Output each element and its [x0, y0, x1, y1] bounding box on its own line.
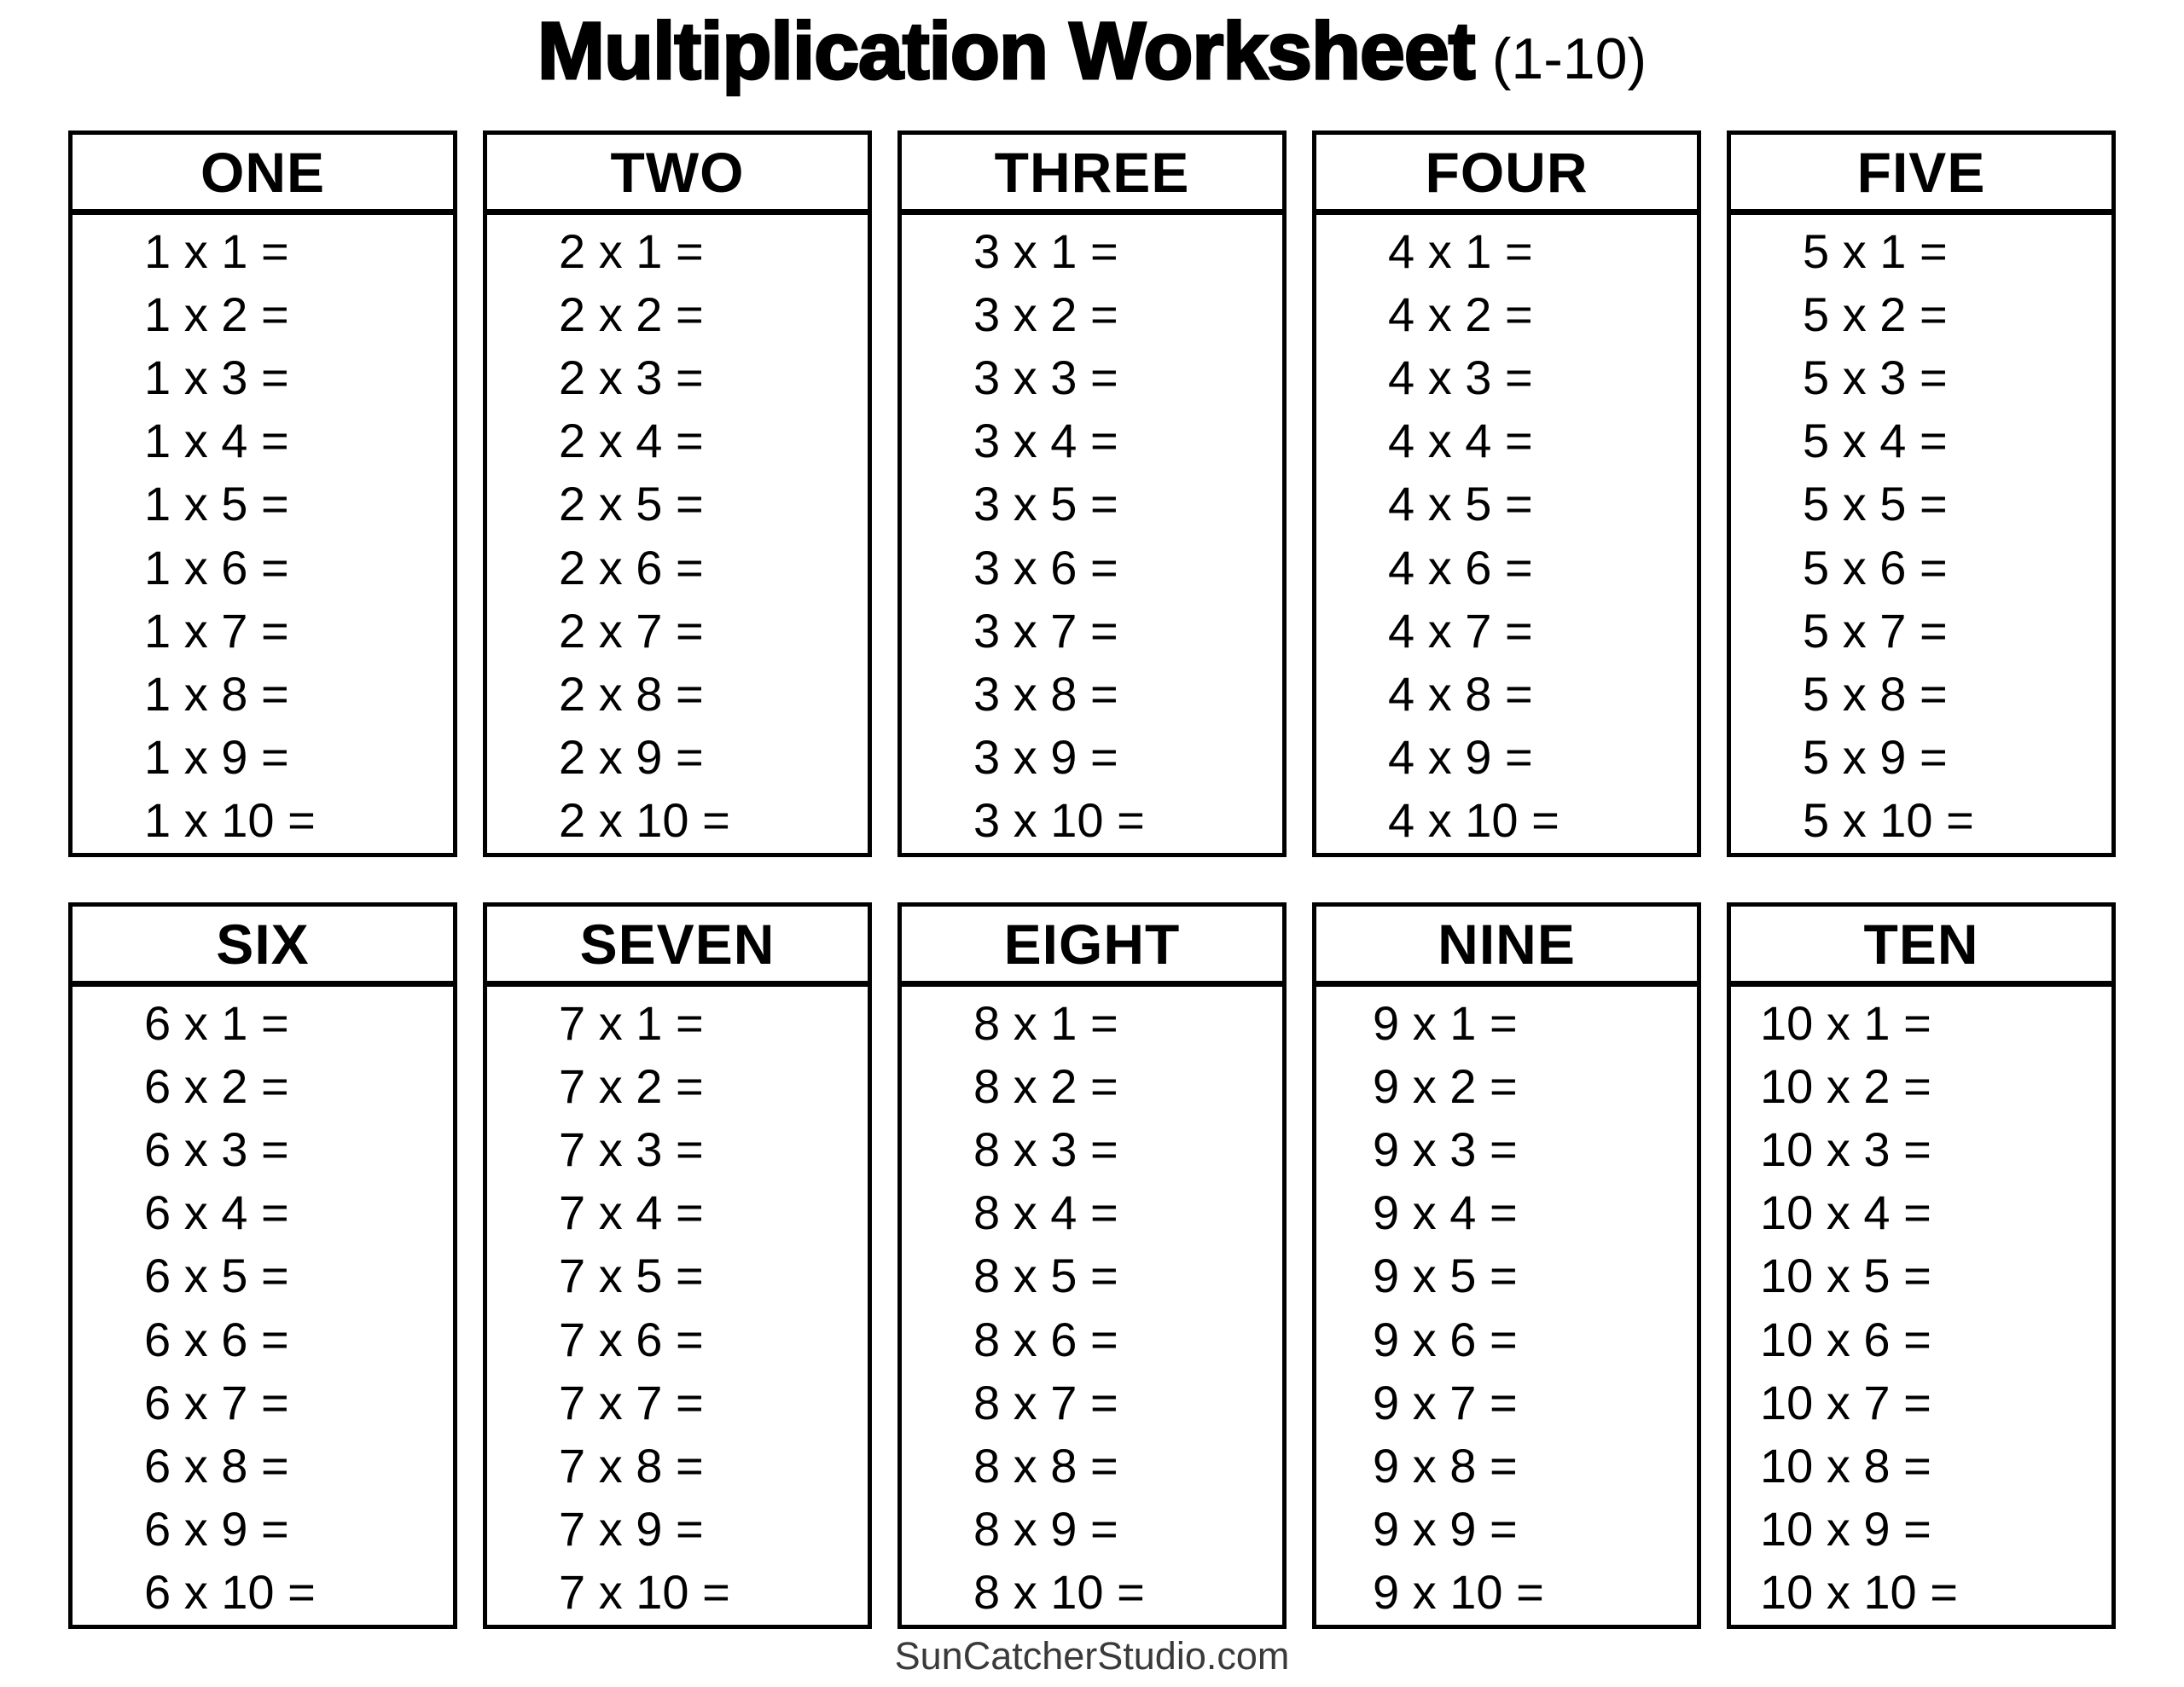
table-box-five — [1727, 130, 2116, 857]
problem-row: 7 x 4 = — [559, 1186, 704, 1240]
problem-row: 3 x 4 = — [973, 414, 1118, 468]
problem-row: 4 x 2 = — [1388, 287, 1533, 341]
table-box-four — [1312, 130, 1701, 857]
problem-row: 8 x 3 = — [973, 1122, 1118, 1176]
problem-row: 9 x 7 = — [1373, 1375, 1518, 1429]
problems-list — [73, 987, 453, 1624]
problems-list — [73, 215, 453, 852]
problem-row: 7 x 2 = — [559, 1058, 704, 1113]
worksheet-title — [0, 3, 2184, 123]
problem-row: 4 x 1 = — [1388, 223, 1533, 278]
problem-row: 6 x 10 = — [144, 1565, 316, 1620]
problem-row: 4 x 4 = — [1388, 414, 1533, 468]
problems-list — [902, 215, 1282, 852]
problems-list — [487, 215, 868, 852]
problem-row: 7 x 9 = — [559, 1502, 704, 1557]
problem-row: 6 x 5 = — [144, 1249, 289, 1303]
problem-row: 9 x 2 = — [1373, 1058, 1518, 1113]
table-box-three — [897, 130, 1287, 857]
problem-row: 2 x 6 = — [559, 540, 704, 594]
problem-row: 10 x 10 = — [1760, 1565, 1958, 1620]
table-box-six — [68, 902, 457, 1629]
problem-row: 9 x 3 = — [1373, 1122, 1518, 1176]
problem-row: 9 x 10 = — [1373, 1565, 1544, 1620]
problem-row: 7 x 1 = — [559, 995, 704, 1050]
table-box-ten — [1727, 902, 2116, 1629]
problem-row: 1 x 3 = — [144, 350, 289, 404]
problems-list — [1316, 215, 1697, 852]
problems-list — [1731, 215, 2111, 852]
problem-row: 7 x 8 = — [559, 1438, 704, 1493]
problem-row: 4 x 7 = — [1388, 603, 1533, 658]
problem-row: 4 x 3 = — [1388, 350, 1533, 404]
problem-row: 4 x 5 = — [1388, 477, 1533, 531]
problem-row: 3 x 8 = — [973, 666, 1118, 721]
problem-row: 9 x 9 = — [1373, 1502, 1518, 1557]
problem-row: 4 x 8 = — [1388, 666, 1533, 721]
problem-row: 10 x 8 = — [1760, 1438, 1931, 1493]
problem-row: 3 x 6 = — [973, 540, 1118, 594]
problem-row: 10 x 4 = — [1760, 1186, 1931, 1240]
problem-row: 9 x 6 = — [1373, 1312, 1518, 1366]
problem-row: 6 x 6 = — [144, 1312, 289, 1366]
problem-row: 7 x 5 = — [559, 1249, 704, 1303]
table-box-nine — [1312, 902, 1701, 1629]
problem-row: 6 x 1 = — [144, 995, 289, 1050]
problem-row: 8 x 9 = — [973, 1502, 1118, 1557]
problem-row: 2 x 8 = — [559, 666, 704, 721]
problem-row: 10 x 5 = — [1760, 1249, 1931, 1303]
problems-list — [1731, 987, 2111, 1624]
problem-row: 8 x 5 = — [973, 1249, 1118, 1303]
table-title: NINE — [1316, 907, 1697, 987]
problem-row: 10 x 1 = — [1760, 995, 1931, 1050]
problem-row: 9 x 8 = — [1373, 1438, 1518, 1493]
problem-row: 5 x 10 = — [1803, 793, 1974, 848]
problem-row: 3 x 1 = — [973, 223, 1118, 278]
problem-row: 8 x 2 = — [973, 1058, 1118, 1113]
problem-row: 10 x 9 = — [1760, 1502, 1931, 1557]
problem-row: 2 x 4 = — [559, 414, 704, 468]
problem-row: 6 x 9 = — [144, 1502, 289, 1557]
problem-row: 1 x 1 = — [144, 223, 289, 278]
table-title: ONE — [73, 135, 453, 215]
problem-row: 5 x 1 = — [1803, 223, 1948, 278]
problem-row: 1 x 7 = — [144, 603, 289, 658]
problem-row: 1 x 10 = — [144, 793, 316, 848]
problem-row: 4 x 10 = — [1388, 793, 1560, 848]
problem-row: 7 x 10 = — [559, 1565, 730, 1620]
footer — [0, 1634, 2184, 1678]
problem-row: 3 x 5 = — [973, 477, 1118, 531]
problem-row: 6 x 3 = — [144, 1122, 289, 1176]
problem-row: 5 x 6 = — [1803, 540, 1948, 594]
footer-site-text: SunCatcherStudio.com — [894, 1634, 1290, 1678]
tables-row-2 — [68, 902, 2116, 1629]
problem-row: 5 x 8 = — [1803, 666, 1948, 721]
problems-list — [902, 987, 1282, 1624]
problem-row: 2 x 1 = — [559, 223, 704, 278]
problem-row: 5 x 3 = — [1803, 350, 1948, 404]
problem-row: 9 x 5 = — [1373, 1249, 1518, 1303]
table-title: FOUR — [1316, 135, 1697, 215]
problem-row: 8 x 4 = — [973, 1186, 1118, 1240]
problem-row: 2 x 10 = — [559, 793, 730, 848]
problem-row: 10 x 7 = — [1760, 1375, 1931, 1429]
problems-list — [487, 987, 868, 1624]
table-box-one — [68, 130, 457, 857]
table-box-eight — [897, 902, 1287, 1629]
problem-row: 5 x 5 = — [1803, 477, 1948, 531]
problem-row: 3 x 7 = — [973, 603, 1118, 658]
problem-row: 9 x 4 = — [1373, 1186, 1518, 1240]
problem-row: 10 x 2 = — [1760, 1058, 1931, 1113]
table-box-two — [483, 130, 872, 857]
table-title: SEVEN — [487, 907, 868, 987]
problem-row: 8 x 10 = — [973, 1565, 1145, 1620]
table-title: TEN — [1731, 907, 2111, 987]
problem-row: 5 x 9 = — [1803, 730, 1948, 785]
problem-row: 8 x 8 = — [973, 1438, 1118, 1493]
problem-row: 7 x 6 = — [559, 1312, 704, 1366]
table-title: EIGHT — [902, 907, 1282, 987]
tables-row-1 — [68, 130, 2116, 857]
problem-row: 6 x 4 = — [144, 1186, 289, 1240]
problem-row: 7 x 3 = — [559, 1122, 704, 1176]
problem-row: 2 x 7 = — [559, 603, 704, 658]
problem-row: 3 x 3 = — [973, 350, 1118, 404]
problem-row: 8 x 6 = — [973, 1312, 1118, 1366]
table-title: THREE — [902, 135, 1282, 215]
problem-row: 6 x 2 = — [144, 1058, 289, 1113]
problem-row: 3 x 9 = — [973, 730, 1118, 785]
problem-row: 1 x 6 = — [144, 540, 289, 594]
problem-row: 1 x 2 = — [144, 287, 289, 341]
problem-row: 6 x 7 = — [144, 1375, 289, 1429]
worksheet-title-range: (1-10) — [1491, 26, 1647, 91]
worksheet-title-main: Multiplication Worksheet — [537, 6, 1475, 96]
problem-row: 3 x 10 = — [973, 793, 1145, 848]
problem-row: 10 x 6 = — [1760, 1312, 1931, 1366]
problem-row: 10 x 3 = — [1760, 1122, 1931, 1176]
table-title: TWO — [487, 135, 868, 215]
problem-row: 8 x 7 = — [973, 1375, 1118, 1429]
problem-row: 5 x 4 = — [1803, 414, 1948, 468]
problem-row: 3 x 2 = — [973, 287, 1118, 341]
problem-row: 8 x 1 = — [973, 995, 1118, 1050]
problem-row: 7 x 7 = — [559, 1375, 704, 1429]
problem-row: 4 x 6 = — [1388, 540, 1533, 594]
problem-row: 2 x 5 = — [559, 477, 704, 531]
problem-row: 5 x 2 = — [1803, 287, 1948, 341]
table-box-seven — [483, 902, 872, 1629]
table-title: FIVE — [1731, 135, 2111, 215]
problems-list — [1316, 987, 1697, 1624]
problem-row: 2 x 3 = — [559, 350, 704, 404]
problem-row: 1 x 8 = — [144, 666, 289, 721]
problem-row: 5 x 7 = — [1803, 603, 1948, 658]
problem-row: 1 x 5 = — [144, 477, 289, 531]
problem-row: 1 x 9 = — [144, 730, 289, 785]
problem-row: 4 x 9 = — [1388, 730, 1533, 785]
problem-row: 9 x 1 = — [1373, 995, 1518, 1050]
problem-row: 1 x 4 = — [144, 414, 289, 468]
problem-row: 2 x 9 = — [559, 730, 704, 785]
problem-row: 2 x 2 = — [559, 287, 704, 341]
table-title: SIX — [73, 907, 453, 987]
problem-row: 6 x 8 = — [144, 1438, 289, 1493]
